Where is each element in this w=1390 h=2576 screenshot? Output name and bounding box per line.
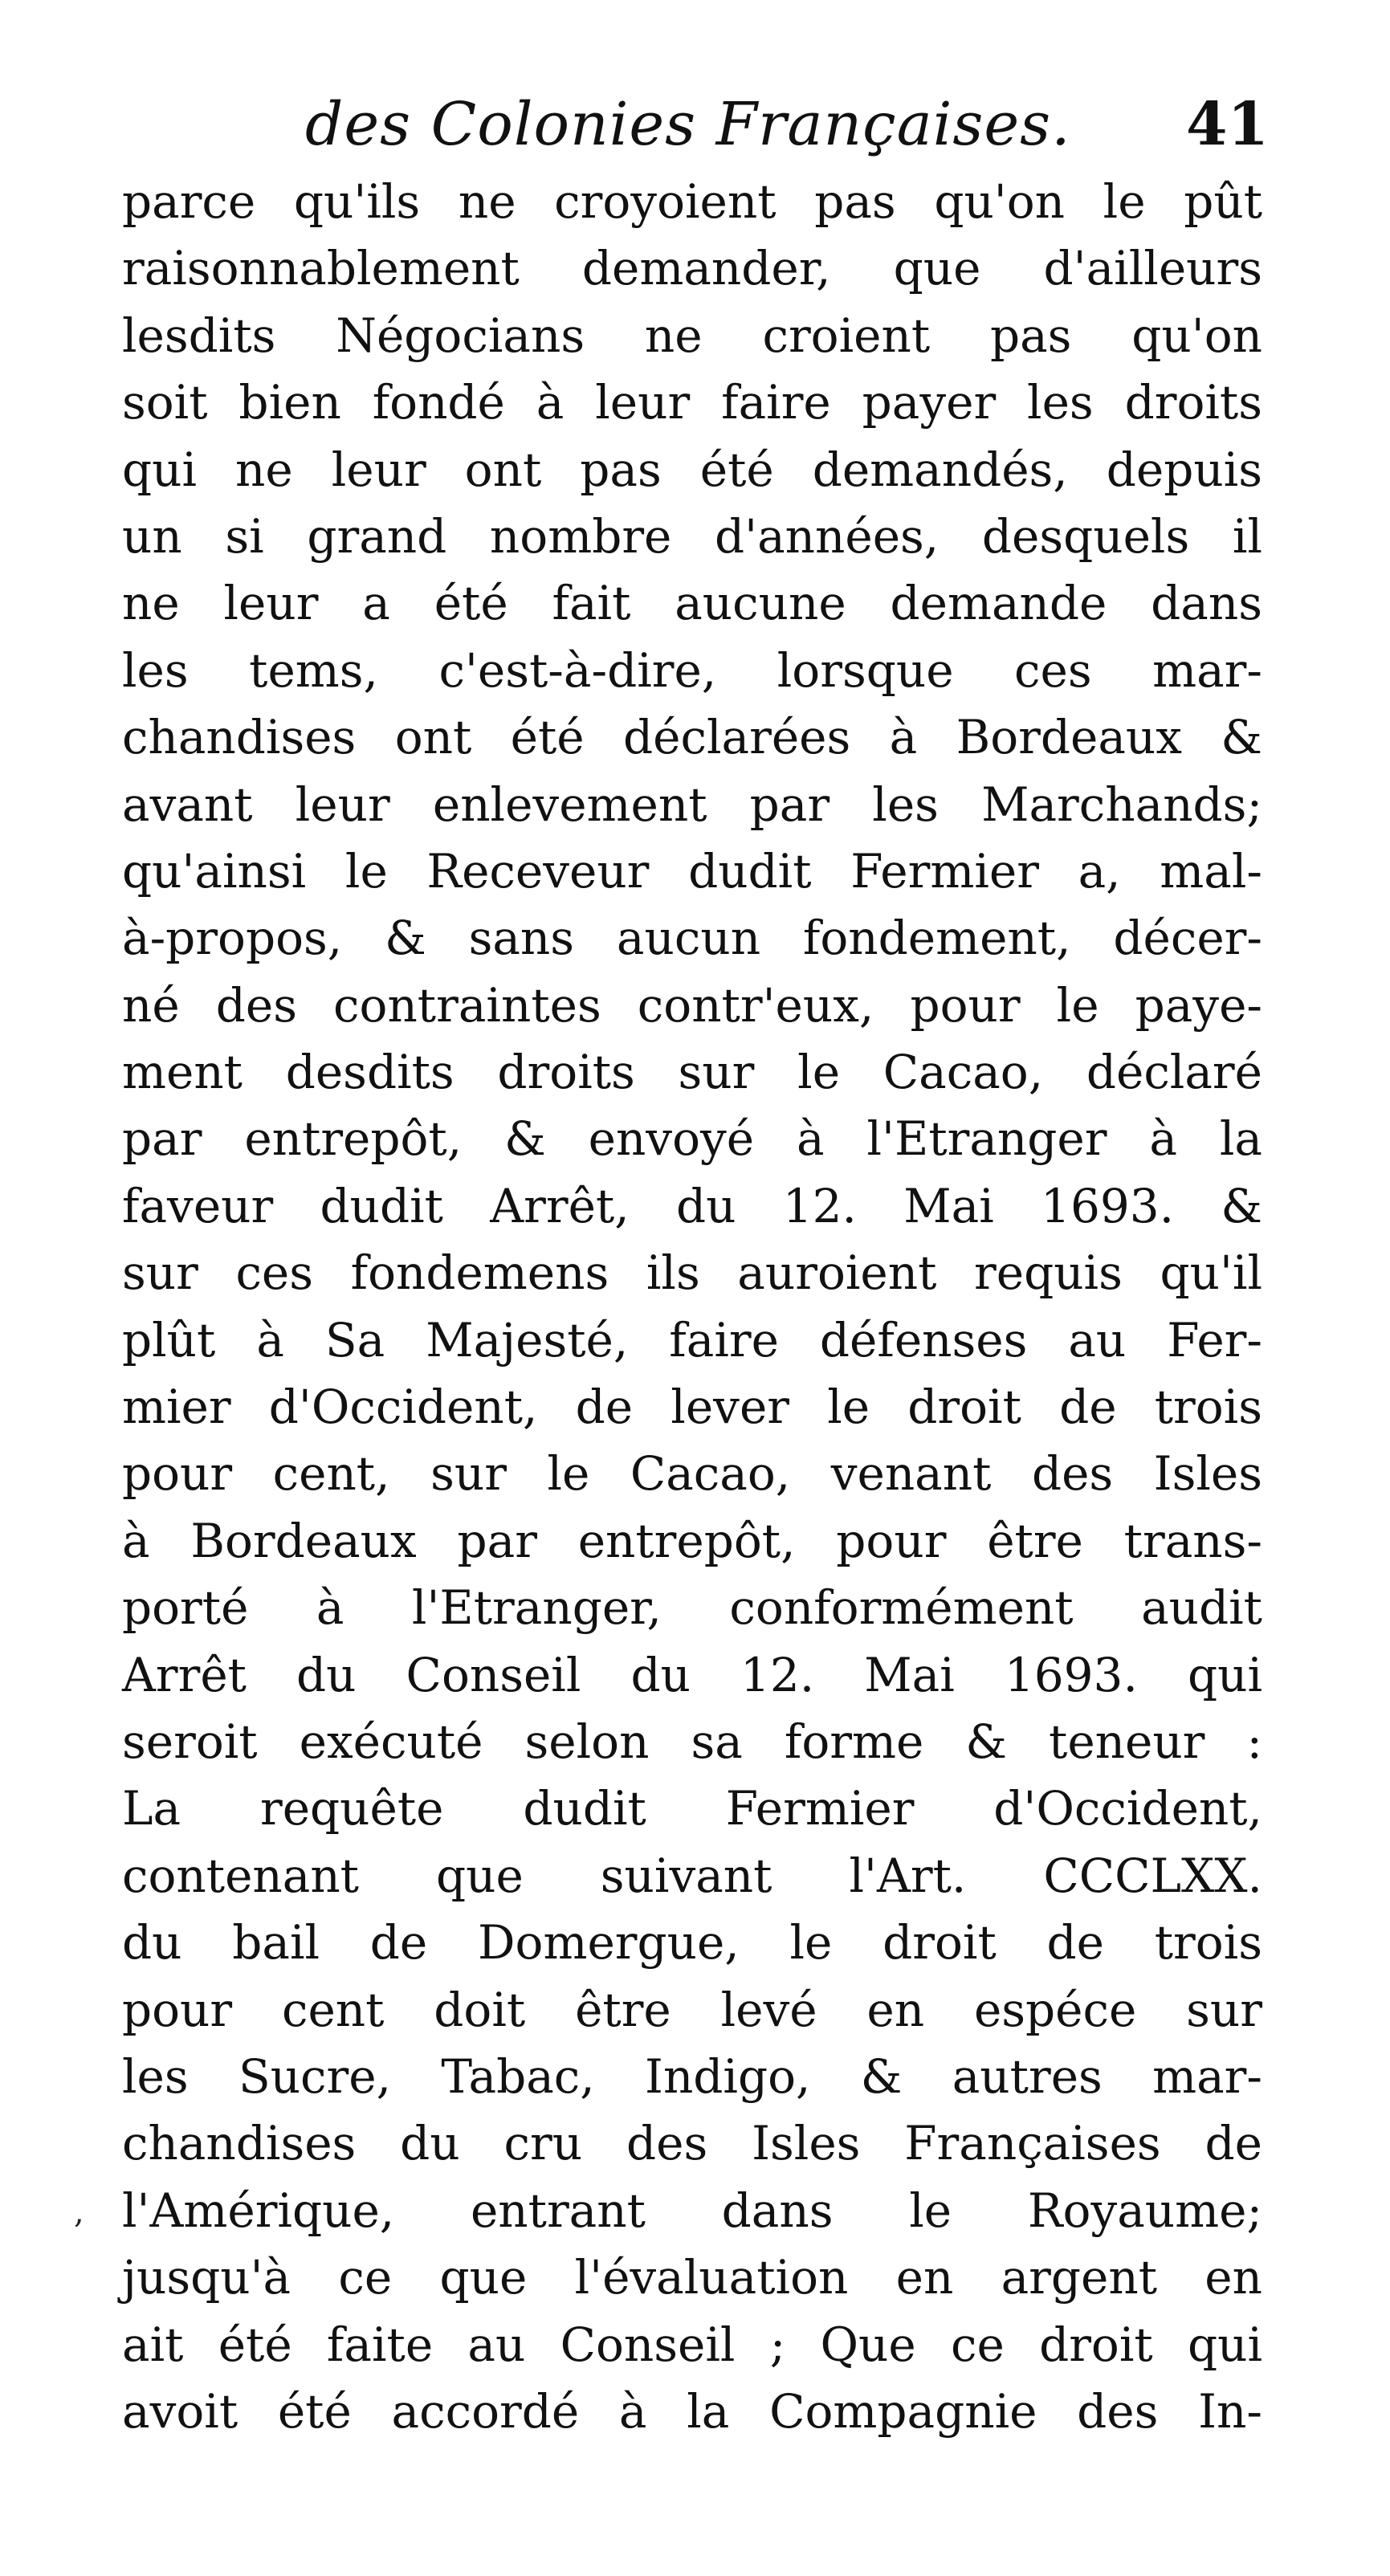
body-text (122, 169, 1262, 2445)
text-line: lesdits Négocians ne croient pas qu'on (122, 308, 1262, 363)
text-line: avant leur enlevement par les Marchands; (122, 776, 1262, 832)
text-line: faveur dudit Arrêt, du 12. Mai 1693. & (122, 1178, 1262, 1233)
running-head (120, 90, 1269, 170)
text-line: ne leur a été fait aucune demande dans (122, 576, 1262, 631)
text-line: Arrêt du Conseil du 12. Mai 1693. qui (122, 1647, 1262, 1702)
text-line: ment desdits droits sur le Cacao, déclaré (122, 1045, 1262, 1100)
text-line: pour cent doit être levé en espéce sur (122, 1982, 1262, 2037)
text-line: pour cent, sur le Cacao, venant des Isles (122, 1446, 1262, 1502)
text-line: l'Amérique, entrant dans le Royaume; (122, 2183, 1262, 2238)
text-line: raisonnablement demander, que d'ailleurs (122, 241, 1262, 296)
text-line: né des contraintes contr'eux, pour le paye- (122, 977, 1262, 1033)
text-line: qui ne leur ont pas été demandés, depuis (122, 442, 1262, 497)
text-line: un si grand nombre d'années, desquels il (122, 508, 1262, 564)
text-line: ait été faite au Conseil ; Que ce droit qui (122, 2317, 1262, 2372)
text-line: soit bien fondé à leur faire payer les droits (122, 375, 1262, 430)
text-line: qu'ainsi le Receveur dudit Fermier a, mal- (122, 843, 1262, 899)
text-line: jusqu'à ce que l'évaluation en argent en (122, 2250, 1262, 2305)
text-line: du bail de Domergue, le droit de trois (122, 1915, 1262, 1971)
text-line: mier d'Occident, de lever le droit de trois (122, 1380, 1262, 1435)
text-line: plût à Sa Majesté, faire défenses au Fer- (122, 1312, 1262, 1367)
text-line: avoit été accordé à la Compagnie des In- (122, 2383, 1262, 2439)
text-line: sur ces fondemens ils auroient requis qu'il (122, 1245, 1262, 1301)
ink-speck: , (74, 2194, 84, 2231)
text-line: chandises ont été déclarées à Bordeaux & (122, 710, 1262, 765)
text-line: porté à l'Etranger, conformément audit (122, 1580, 1262, 1636)
text-line: parce qu'ils ne croyoient pas qu'on le pût (122, 174, 1262, 229)
page-number: 41 (1186, 90, 1269, 159)
text-line: à-propos, & sans aucun fondement, décer- (122, 911, 1262, 966)
text-line: par entrepôt, & envoyé à l'Etranger à la (122, 1111, 1262, 1167)
text-line: chandises du cru des Isles Françaises de (122, 2116, 1262, 2171)
text-line: contenant que suivant l'Art. CCCLXX. (122, 1848, 1262, 1903)
text-line: seroit exécuté selon sa forme & teneur : (122, 1714, 1262, 1769)
text-line: à Bordeaux par entrepôt, pour être trans- (122, 1513, 1262, 1568)
running-title: des Colonies Françaises. (305, 90, 1071, 159)
text-line: les Sucre, Tabac, Indigo, & autres mar- (122, 2048, 1262, 2104)
text-line: La requête dudit Fermier d'Occident, (122, 1781, 1262, 1836)
text-line: les tems, c'est-à-dire, lorsque ces mar- (122, 642, 1262, 698)
